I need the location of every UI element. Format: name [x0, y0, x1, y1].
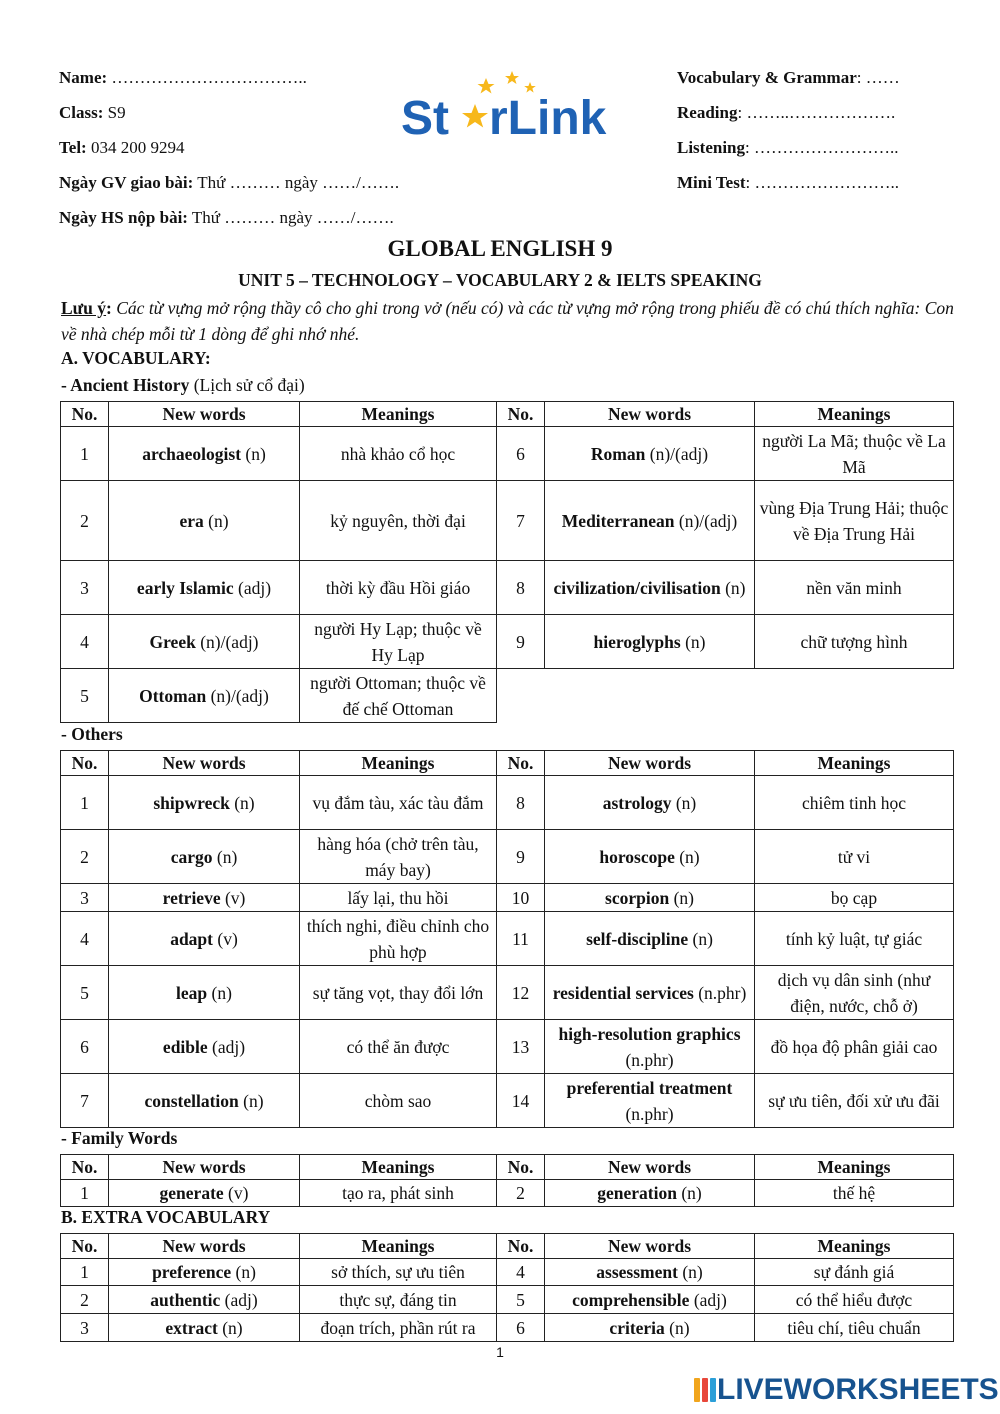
new-word-cell — [109, 1180, 300, 1207]
part-of-speech: (n.phr) — [693, 982, 747, 1003]
new-word: Greek — [149, 631, 196, 652]
page-title: GLOBAL ENGLISH 9 — [387, 236, 613, 261]
number-cell: 6 — [61, 1020, 109, 1074]
part-of-speech: (n) — [229, 792, 255, 813]
number-cell: 12 — [497, 966, 545, 1020]
meaning-cell: sự tăng vọt, thay đổi lớn — [300, 966, 497, 1020]
section-vocabulary-heading: A. VOCABULARY: — [61, 348, 211, 368]
number-cell: 7 — [497, 481, 545, 561]
column-header-meaning: Meanings — [300, 1234, 497, 1259]
new-word-cell — [109, 1314, 300, 1342]
new-word-cell — [545, 1286, 755, 1314]
part-of-speech: (n) — [238, 1090, 264, 1111]
meaning-cell: kỷ nguyên, thời đại — [300, 481, 497, 561]
meaning-cell: tính kỷ luật, tự giác — [755, 912, 954, 966]
new-word-cell — [109, 884, 300, 912]
number-cell: 3 — [61, 561, 109, 615]
meaning-cell: dịch vụ dân sinh (như điện, nước, chỗ ở) — [755, 966, 954, 1020]
number-cell: 4 — [61, 615, 109, 669]
section-ancient-history-heading: - Ancient History (Lịch sử cổ đại) — [61, 375, 305, 395]
table-row — [61, 1314, 954, 1342]
new-word: residential services — [552, 982, 694, 1003]
class-line: Class: S9 — [59, 103, 126, 122]
new-word-cell — [109, 1074, 300, 1128]
svg-text:rLink: rLink — [489, 92, 607, 142]
score-listening: Listening: …………………….. — [677, 138, 899, 157]
meaning-cell: vùng Địa Trung Hải; thuộc về Địa Trung Hải — [755, 481, 954, 561]
part-of-speech: (n)/(adj) — [195, 631, 259, 652]
table-row — [61, 912, 954, 966]
meaning-cell: lấy lại, thu hồi — [300, 884, 497, 912]
new-word: adapt — [170, 928, 213, 949]
table-row — [61, 884, 954, 912]
part-of-speech: (n.phr) — [625, 1049, 674, 1070]
new-word: edible — [162, 1036, 208, 1057]
new-word-cell — [545, 1180, 755, 1207]
number-cell: 2 — [61, 1286, 109, 1314]
assign-date-line: Ngày GV giao bài: Thứ ……… ngày ……/……. — [59, 173, 400, 192]
table-header-row — [61, 402, 954, 427]
column-header-word: New words — [545, 1234, 755, 1259]
part-of-speech: (adj) — [220, 1289, 258, 1310]
number-cell: 2 — [61, 481, 109, 561]
column-header-word: New words — [545, 402, 755, 427]
meaning-cell: đồ họa độ phân giải cao — [755, 1020, 954, 1074]
new-word-cell — [545, 1074, 755, 1128]
page-number: 1 — [496, 1344, 504, 1360]
new-word: Ottoman — [139, 685, 207, 706]
starlink-logo — [398, 70, 628, 142]
number-cell: 8 — [497, 561, 545, 615]
meaning-cell: tử vi — [755, 830, 954, 884]
new-word-cell — [109, 912, 300, 966]
new-word: horoscope — [599, 846, 675, 867]
new-word: generate — [159, 1183, 224, 1203]
meaning-cell: người Ottoman; thuộc về đế chế Ottoman — [300, 669, 497, 723]
number-cell: 5 — [61, 669, 109, 723]
number-cell: 2 — [497, 1180, 545, 1207]
meaning-cell: chữ tượng hình — [755, 615, 954, 669]
svg-text:St: St — [401, 92, 449, 142]
column-header-word: New words — [545, 1155, 755, 1180]
new-word: cargo — [170, 846, 213, 867]
meaning-cell: có thể hiểu được — [755, 1286, 954, 1314]
meaning-cell: người La Mã; thuộc về La Mã — [755, 427, 954, 481]
table-row — [61, 561, 954, 615]
meaning-cell: sự đánh giá — [755, 1259, 954, 1286]
new-word-cell — [545, 1020, 755, 1074]
part-of-speech: (n) — [720, 577, 746, 598]
table-row — [61, 1259, 954, 1286]
new-word-cell — [109, 966, 300, 1020]
meaning-cell: tiêu chí, tiêu chuẩn — [755, 1314, 954, 1342]
new-word: constellation — [144, 1090, 239, 1111]
score-box — [677, 60, 900, 200]
meaning-cell: vụ đắm tàu, xác tàu đắm — [300, 776, 497, 830]
column-header-no: No. — [61, 751, 109, 776]
part-of-speech: (n) — [207, 982, 232, 1003]
new-word-cell — [545, 776, 755, 830]
new-word-cell — [545, 912, 755, 966]
new-word-cell — [545, 427, 755, 481]
new-word: scorpion — [605, 887, 670, 908]
meaning-cell: thực sự, đáng tin — [300, 1286, 497, 1314]
column-header-no: No. — [61, 1155, 109, 1180]
part-of-speech: (n) — [664, 1317, 690, 1338]
column-header-word: New words — [109, 751, 300, 776]
new-word: extract — [165, 1317, 218, 1338]
number-cell: 13 — [497, 1020, 545, 1074]
part-of-speech: (v) — [223, 1183, 249, 1203]
tel-line: Tel: 034 200 9294 — [59, 138, 185, 157]
column-header-meaning: Meanings — [755, 1155, 954, 1180]
number-cell: 1 — [61, 427, 109, 481]
meaning-cell: thời kỳ đầu Hồi giáo — [300, 561, 497, 615]
new-word-cell — [545, 481, 755, 561]
name-line: Name: …………………………….. — [59, 68, 307, 87]
extra-vocabulary-table — [60, 1233, 954, 1342]
new-word-cell — [109, 669, 300, 723]
new-word-cell — [109, 776, 300, 830]
new-word: era — [179, 510, 204, 531]
liveworksheets-icon — [693, 1376, 717, 1404]
part-of-speech: (adj) — [207, 1036, 246, 1057]
new-word: early Islamic — [136, 577, 234, 598]
new-word: comprehensible — [572, 1289, 690, 1310]
number-cell: 6 — [497, 427, 545, 481]
meaning-cell: nhà khảo cổ học — [300, 427, 497, 481]
new-word-cell — [109, 1286, 300, 1314]
number-cell: 4 — [61, 912, 109, 966]
empty-cell — [755, 669, 954, 723]
number-cell: 4 — [497, 1259, 545, 1286]
part-of-speech: (n)/(adj) — [674, 510, 738, 531]
table-row — [61, 1020, 954, 1074]
number-cell: 5 — [61, 966, 109, 1020]
new-word-cell — [109, 830, 300, 884]
number-cell: 6 — [497, 1314, 545, 1342]
new-word-cell — [545, 830, 755, 884]
table-header-row — [61, 1155, 954, 1180]
meaning-cell: thích nghi, điều chỉnh cho phù hợp — [300, 912, 497, 966]
new-word-cell — [545, 966, 755, 1020]
new-word: hieroglyphs — [593, 631, 681, 652]
column-header-word: New words — [545, 751, 755, 776]
part-of-speech: (n) — [676, 1183, 702, 1203]
column-header-word: New words — [109, 402, 300, 427]
column-header-meaning: Meanings — [755, 751, 954, 776]
part-of-speech: (n) — [669, 887, 694, 908]
new-word: Mediterranean — [561, 510, 675, 531]
part-of-speech: (n) — [674, 846, 700, 867]
score-mini-test: Mini Test: …………………….. — [677, 173, 899, 192]
empty-cell — [545, 669, 755, 723]
number-cell: 2 — [61, 830, 109, 884]
new-word: retrieve — [162, 887, 221, 908]
column-header-meaning: Meanings — [755, 402, 954, 427]
number-cell: 3 — [61, 884, 109, 912]
part-of-speech: (n) — [231, 1262, 256, 1282]
new-word: self-discipline — [586, 928, 689, 949]
number-cell: 14 — [497, 1074, 545, 1128]
table-header-row — [61, 751, 954, 776]
table-row — [61, 1286, 954, 1314]
score-vocab-grammar: Vocabulary & Grammar: …… — [677, 68, 900, 87]
part-of-speech: (n) — [688, 928, 713, 949]
new-word: civilization/civilisation — [553, 577, 721, 598]
part-of-speech: (n) — [217, 1317, 243, 1338]
number-cell: 8 — [497, 776, 545, 830]
meaning-cell: sự ưu tiên, đối xử ưu đãi — [755, 1074, 954, 1128]
new-word-cell — [109, 1020, 300, 1074]
meaning-cell: chòm sao — [300, 1074, 497, 1128]
new-word-cell — [109, 427, 300, 481]
new-word: preferential treatment — [566, 1077, 733, 1098]
ancient-history-table — [60, 401, 954, 723]
liveworksheets-logo — [693, 1372, 999, 1408]
new-word: Roman — [590, 443, 646, 464]
table-header-row — [61, 1234, 954, 1259]
new-word-cell — [109, 481, 300, 561]
empty-cell — [497, 669, 545, 723]
new-word-cell — [545, 1314, 755, 1342]
meaning-cell: tạo ra, phát sinh — [300, 1180, 497, 1207]
new-word: leap — [176, 982, 208, 1003]
meaning-cell: hàng hóa (chở trên tàu, máy bay) — [300, 830, 497, 884]
family-words-table — [60, 1154, 954, 1207]
new-word-cell — [545, 884, 755, 912]
number-cell: 1 — [61, 776, 109, 830]
part-of-speech: (n) — [203, 510, 229, 531]
student-info — [59, 60, 399, 235]
part-of-speech: (n)/(adj) — [645, 443, 709, 464]
section-extra-vocabulary-heading: B. EXTRA VOCABULARY — [61, 1207, 271, 1227]
new-word-cell — [545, 561, 755, 615]
note-paragraph: Lưu ý: Các từ vựng mở rộng thầy cô cho ghi trong vở (nếu có) và các từ vựng mở rộng trong phiếu đề có chú thích nghĩa: Con về nhà chép mỗi từ 1 dòng để ghi nhớ nhé. — [61, 298, 954, 344]
part-of-speech: (n) — [212, 846, 238, 867]
new-word-cell — [545, 615, 755, 669]
column-header-no: No. — [497, 751, 545, 776]
column-header-meaning: Meanings — [300, 402, 497, 427]
new-word: shipwreck — [153, 792, 230, 813]
number-cell: 9 — [497, 830, 545, 884]
column-header-meaning: Meanings — [300, 1155, 497, 1180]
table-row — [61, 669, 954, 723]
column-header-meaning: Meanings — [755, 1234, 954, 1259]
meaning-cell: chiêm tinh học — [755, 776, 954, 830]
table-row — [61, 776, 954, 830]
meaning-cell: bọ cạp — [755, 884, 954, 912]
number-cell: 9 — [497, 615, 545, 669]
new-word: preference — [152, 1262, 232, 1282]
part-of-speech: (n.phr) — [625, 1103, 674, 1124]
others-table — [60, 750, 954, 1128]
meaning-cell: thế hệ — [755, 1180, 954, 1207]
number-cell: 1 — [61, 1259, 109, 1286]
meaning-cell: đoạn trích, phần rút ra — [300, 1314, 497, 1342]
submit-date-line: Ngày HS nộp bài: Thứ ……… ngày ……/……. — [59, 208, 394, 227]
table-row — [61, 1180, 954, 1207]
new-word: high-resolution graphics — [558, 1023, 741, 1044]
table-row — [61, 481, 954, 561]
table-row — [61, 427, 954, 481]
section-family-words-heading: - Family Words — [61, 1128, 178, 1148]
part-of-speech: (n) — [680, 631, 706, 652]
new-word-cell — [109, 615, 300, 669]
meaning-cell: có thể ăn được — [300, 1020, 497, 1074]
part-of-speech: (v) — [220, 887, 246, 908]
part-of-speech: (adj) — [233, 577, 272, 598]
column-header-no: No. — [497, 1234, 545, 1259]
column-header-no: No. — [61, 402, 109, 427]
table-row — [61, 830, 954, 884]
part-of-speech: (v) — [213, 928, 238, 949]
number-cell: 7 — [61, 1074, 109, 1128]
new-word: generation — [597, 1183, 677, 1203]
column-header-word: New words — [109, 1155, 300, 1180]
column-header-no: No. — [61, 1234, 109, 1259]
new-word-cell — [109, 561, 300, 615]
number-cell: 10 — [497, 884, 545, 912]
part-of-speech: (n) — [671, 792, 697, 813]
meaning-cell: người Hy Lạp; thuộc về Hy Lạp — [300, 615, 497, 669]
column-header-word: New words — [109, 1234, 300, 1259]
liveworksheets-wordmark: LIVEWORKSHEETS — [717, 1373, 999, 1406]
new-word-cell — [545, 1259, 755, 1286]
table-row — [61, 966, 954, 1020]
new-word: authentic — [150, 1289, 221, 1310]
new-word: archaeologist — [142, 443, 242, 464]
number-cell: 3 — [61, 1314, 109, 1342]
meaning-cell: nền văn minh — [755, 561, 954, 615]
column-header-no: No. — [497, 402, 545, 427]
section-others-heading: - Others — [61, 724, 123, 744]
page-subtitle: UNIT 5 – TECHNOLOGY – VOCABULARY 2 & IELTS SPEAKING — [238, 270, 762, 290]
score-reading: Reading: ……..………………. — [677, 103, 896, 122]
table-row — [61, 615, 954, 669]
new-word-cell — [109, 1259, 300, 1286]
part-of-speech: (n)/(adj) — [206, 685, 269, 706]
number-cell: 1 — [61, 1180, 109, 1207]
table-row — [61, 1074, 954, 1128]
column-header-no: No. — [497, 1155, 545, 1180]
meaning-cell: sở thích, sự ưu tiên — [300, 1259, 497, 1286]
new-word: astrology — [602, 792, 672, 813]
number-cell: 5 — [497, 1286, 545, 1314]
part-of-speech: (adj) — [689, 1289, 727, 1310]
number-cell: 11 — [497, 912, 545, 966]
column-header-meaning: Meanings — [300, 751, 497, 776]
part-of-speech: (n) — [241, 443, 266, 464]
part-of-speech: (n) — [677, 1262, 703, 1282]
new-word: assessment — [596, 1262, 678, 1282]
new-word: criteria — [609, 1317, 665, 1338]
